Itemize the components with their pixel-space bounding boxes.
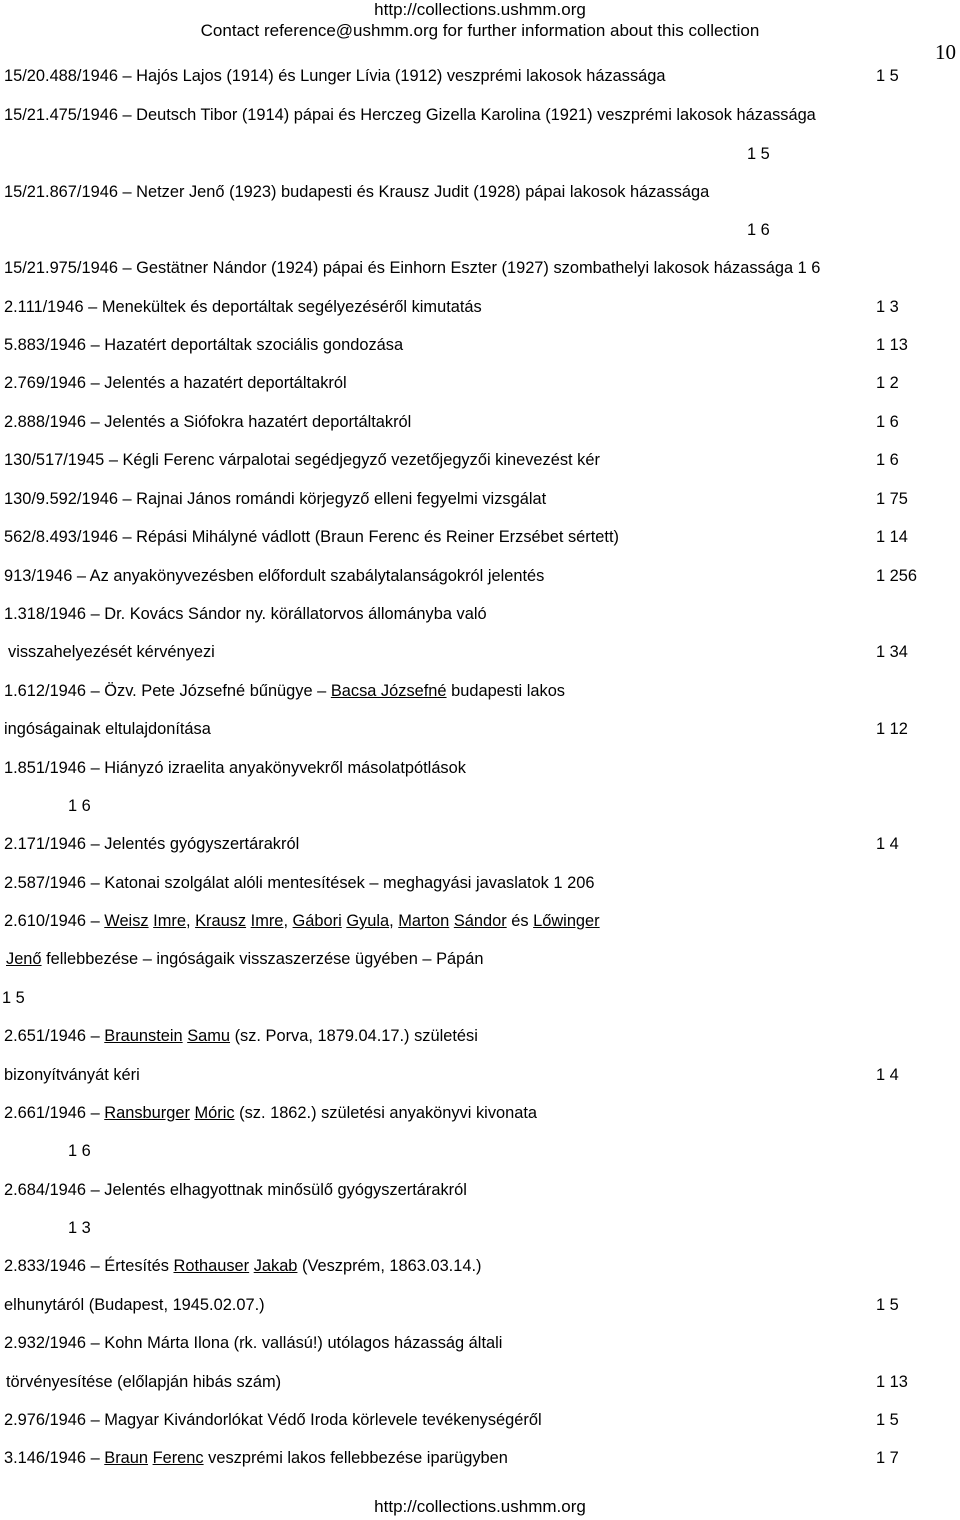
person-name: Krausz (195, 912, 247, 930)
entry-number: 1 5 (747, 145, 770, 163)
entry-text (4, 1098, 537, 1128)
entry-text (4, 1251, 481, 1281)
entry-number: 1 34 (876, 643, 908, 661)
entry-number: 1 13 (876, 336, 908, 354)
entry-row (0, 445, 960, 475)
person-name: Ferenc (152, 1449, 204, 1467)
entry-text: 2.932/1946 – Kohn Márta Ilona (rk. vallású!) utólagos házasság általi (4, 1334, 503, 1352)
entry-number: 1 5 (2, 989, 25, 1007)
person-name: Marton (398, 912, 450, 930)
person-name: Bacsa Józsefné (330, 682, 447, 700)
entry-row (0, 1328, 960, 1358)
entry-number: 1 14 (876, 528, 908, 546)
entry-row (0, 522, 960, 552)
person-name: Weisz (104, 912, 149, 930)
entry-row (0, 753, 960, 783)
entry-text: törvényesítése (előlapján hibás szám) (6, 1373, 282, 1391)
entry-row (0, 1251, 960, 1281)
entry-text: 15/21.475/1946 – Deutsch Tibor (1914) pápai és Herczeg Gizella Karolina (1921) veszprémi lakosok házassága (4, 106, 816, 124)
person-name: Gyula (346, 912, 390, 930)
entry-text (4, 1443, 508, 1473)
header-contact: Contact reference@ushmm.org for further information about this collection (200, 21, 760, 40)
entry-text-part: fellebbezése – ingóságaik visszaszerzése ügyében – Pápán (41, 950, 484, 968)
person-name: Gábori (292, 912, 342, 930)
entry-text: ingóságainak eltulajdonítása (4, 720, 211, 738)
person-name: Ransburger (104, 1104, 190, 1122)
person-name: Jenő (6, 950, 42, 968)
entry-text: 562/8.493/1946 – Répási Mihályné vádlott (Braun Ferenc és Reiner Erzsébet sértett) (4, 528, 619, 546)
person-name: Rothauser (173, 1257, 250, 1275)
entry-row (0, 177, 960, 207)
entry-row (0, 1021, 960, 1051)
entry-text: elhunytáról (Budapest, 1945.02.07.) (4, 1296, 265, 1314)
entry-text-part: 2.833/1946 – Értesítés (4, 1257, 174, 1275)
entry-number-row (0, 215, 960, 245)
entry-text-part: 2.651/1946 – (4, 1027, 105, 1045)
page-number: 10 (935, 40, 956, 64)
entry-number: 1 6 (68, 797, 91, 815)
entry-number: 1 6 (876, 413, 899, 431)
entry-text: 5.883/1946 – Hazatért deportáltak szociális gondozása (4, 336, 404, 354)
entry-row (0, 253, 960, 283)
entry-text: 2.976/1946 – Magyar Kivándorlókat Védő Iroda körlevele tevékenységéről (4, 1411, 542, 1429)
entry-number: 1 4 (876, 835, 899, 853)
entry-row (0, 599, 960, 629)
entry-text: 15/21.867/1946 – Netzer Jenő (1923) budapesti és Krausz Judit (1928) pápai lakosok házassága (4, 183, 710, 201)
entry-text (4, 1021, 478, 1051)
entry-row (0, 561, 960, 591)
entry-number: 1 6 (68, 1142, 91, 1160)
footer-url: http://collections.ushmm.org (374, 1497, 586, 1516)
entry-text-part: 2.610/1946 – (4, 912, 105, 930)
entry-row (0, 1175, 960, 1205)
entry-row (0, 676, 960, 706)
person-name: Imre (250, 912, 284, 930)
entry-text-part: (sz. 1862.) születési anyakönyvi kivonata (234, 1104, 538, 1122)
person-name: Lőwinger (533, 912, 600, 930)
entry-row (0, 100, 960, 130)
entry-text: 2.769/1946 – Jelentés a hazatért deportáltakról (4, 374, 347, 392)
entry-text-part: veszprémi lakos fellebbezése iparügyben (203, 1449, 508, 1467)
entry-number: 1 13 (876, 1373, 908, 1391)
entry-number-row (0, 983, 960, 1013)
entry-text: visszahelyezését kérvényezi (8, 643, 215, 661)
entry-text (6, 944, 483, 974)
person-name: Sándor (453, 912, 507, 930)
entry-row (0, 1405, 960, 1435)
entry-row (0, 330, 960, 360)
entry-number: 1 3 (876, 298, 899, 316)
entry-text: 130/517/1945 – Kégli Ferenc várpalotai segédjegyző vezetőjegyzői kinevezést kér (4, 451, 600, 469)
entry-row-continued (0, 944, 960, 974)
entry-number: 1 256 (876, 567, 918, 585)
entry-row-continued (0, 714, 960, 744)
entry-text: 15/21.975/1946 – Gestätner Nándor (1924) pápai és Einhorn Eszter (1927) szombathelyi lakosok házassága 1 6 (4, 259, 821, 277)
entry-text-part: 3.146/1946 – (4, 1449, 105, 1467)
entry-text: bizonyítványát kéri (4, 1066, 140, 1084)
entry-number: 1 3 (68, 1219, 91, 1237)
entry-number: 1 4 (876, 1066, 899, 1084)
entry-row (0, 868, 960, 898)
entry-text: 913/1946 – Az anyakönyvezésben előfordult szabálytalanságokról jelentés (4, 567, 545, 585)
entry-row-continued (0, 1060, 960, 1090)
entry-number-row (0, 139, 960, 169)
entry-text: 1.851/1946 – Hiányzó izraelita anyakönyvekről másolatpótlások (4, 759, 466, 777)
entry-text: 2.111/1946 – Menekültek és deportáltak segélyezéséről kimutatás (4, 298, 482, 316)
entry-text: 15/20.488/1946 – Hajós Lajos (1914) és Lunger Lívia (1912) veszprémi lakosok házassága (4, 67, 666, 85)
person-name: Braunstein (104, 1027, 183, 1045)
entry-text-part: (Veszprém, 1863.03.14.) (297, 1257, 482, 1275)
entry-text: 2.888/1946 – Jelentés a Siófokra hazatért deportáltakról (4, 413, 412, 431)
entry-number: 1 6 (747, 221, 770, 239)
entry-text: 2.171/1946 – Jelentés gyógyszertárakról (4, 835, 300, 853)
person-name: Braun (104, 1449, 149, 1467)
entry-number: 1 6 (876, 451, 899, 469)
entry-number: 1 5 (876, 1411, 899, 1429)
entry-row (0, 906, 960, 936)
entry-row (0, 829, 960, 859)
entry-text: 2.587/1946 – Katonai szolgálat alóli mentesítések – meghagyási javaslatok 1 206 (4, 874, 595, 892)
entry-row-continued (0, 637, 960, 667)
person-name: Móric (194, 1104, 235, 1122)
entry-text-part: budapesti lakos (446, 682, 566, 700)
entry-text: 130/9.592/1946 – Rajnai János romándi körjegyző elleni fegyelmi vizsgálat (4, 490, 547, 508)
entry-row (0, 1098, 960, 1128)
entry-number-row (0, 1136, 960, 1166)
entry-number-row (0, 791, 960, 821)
person-name: Imre (153, 912, 186, 930)
entry-text: 2.610/1946 – Weisz Imre, Krausz Imre, Gábori Gyula, Marton Sándor és Lőwinger (4, 912, 600, 930)
entry-row (0, 368, 960, 398)
entry-number: 1 12 (876, 720, 908, 738)
entry-number: 1 7 (876, 1449, 899, 1467)
entry-number: 1 2 (876, 374, 899, 392)
entry-text-part: (sz. Porva, 1879.04.17.) születési (230, 1027, 478, 1045)
entry-row (0, 1443, 960, 1473)
entry-text-part: és (506, 912, 534, 930)
entry-text (4, 676, 565, 706)
entry-text-part: 2.661/1946 – (4, 1104, 105, 1122)
entry-row (0, 292, 960, 322)
entry-row-continued (0, 1367, 960, 1397)
entry-row (0, 61, 960, 91)
person-name: Jakab (253, 1257, 298, 1275)
entry-text-part: 1.612/1946 – Özv. Pete Józsefné bűnügye – (4, 682, 331, 700)
entry-row-continued (0, 1290, 960, 1320)
entry-text: 1.318/1946 – Dr. Kovács Sándor ny. körállatorvos állományba való (4, 605, 487, 623)
entry-number: 1 5 (876, 1296, 899, 1314)
entry-text: 2.684/1946 – Jelentés elhagyottnak minősülő gyógyszertárakról (4, 1181, 467, 1199)
person-name: Samu (187, 1027, 231, 1045)
header-url: http://collections.ushmm.org (374, 0, 586, 19)
entry-row (0, 407, 960, 437)
entry-number: 1 5 (876, 67, 899, 85)
entry-number-row (0, 1213, 960, 1243)
entry-number: 1 75 (876, 490, 908, 508)
entry-row (0, 484, 960, 514)
